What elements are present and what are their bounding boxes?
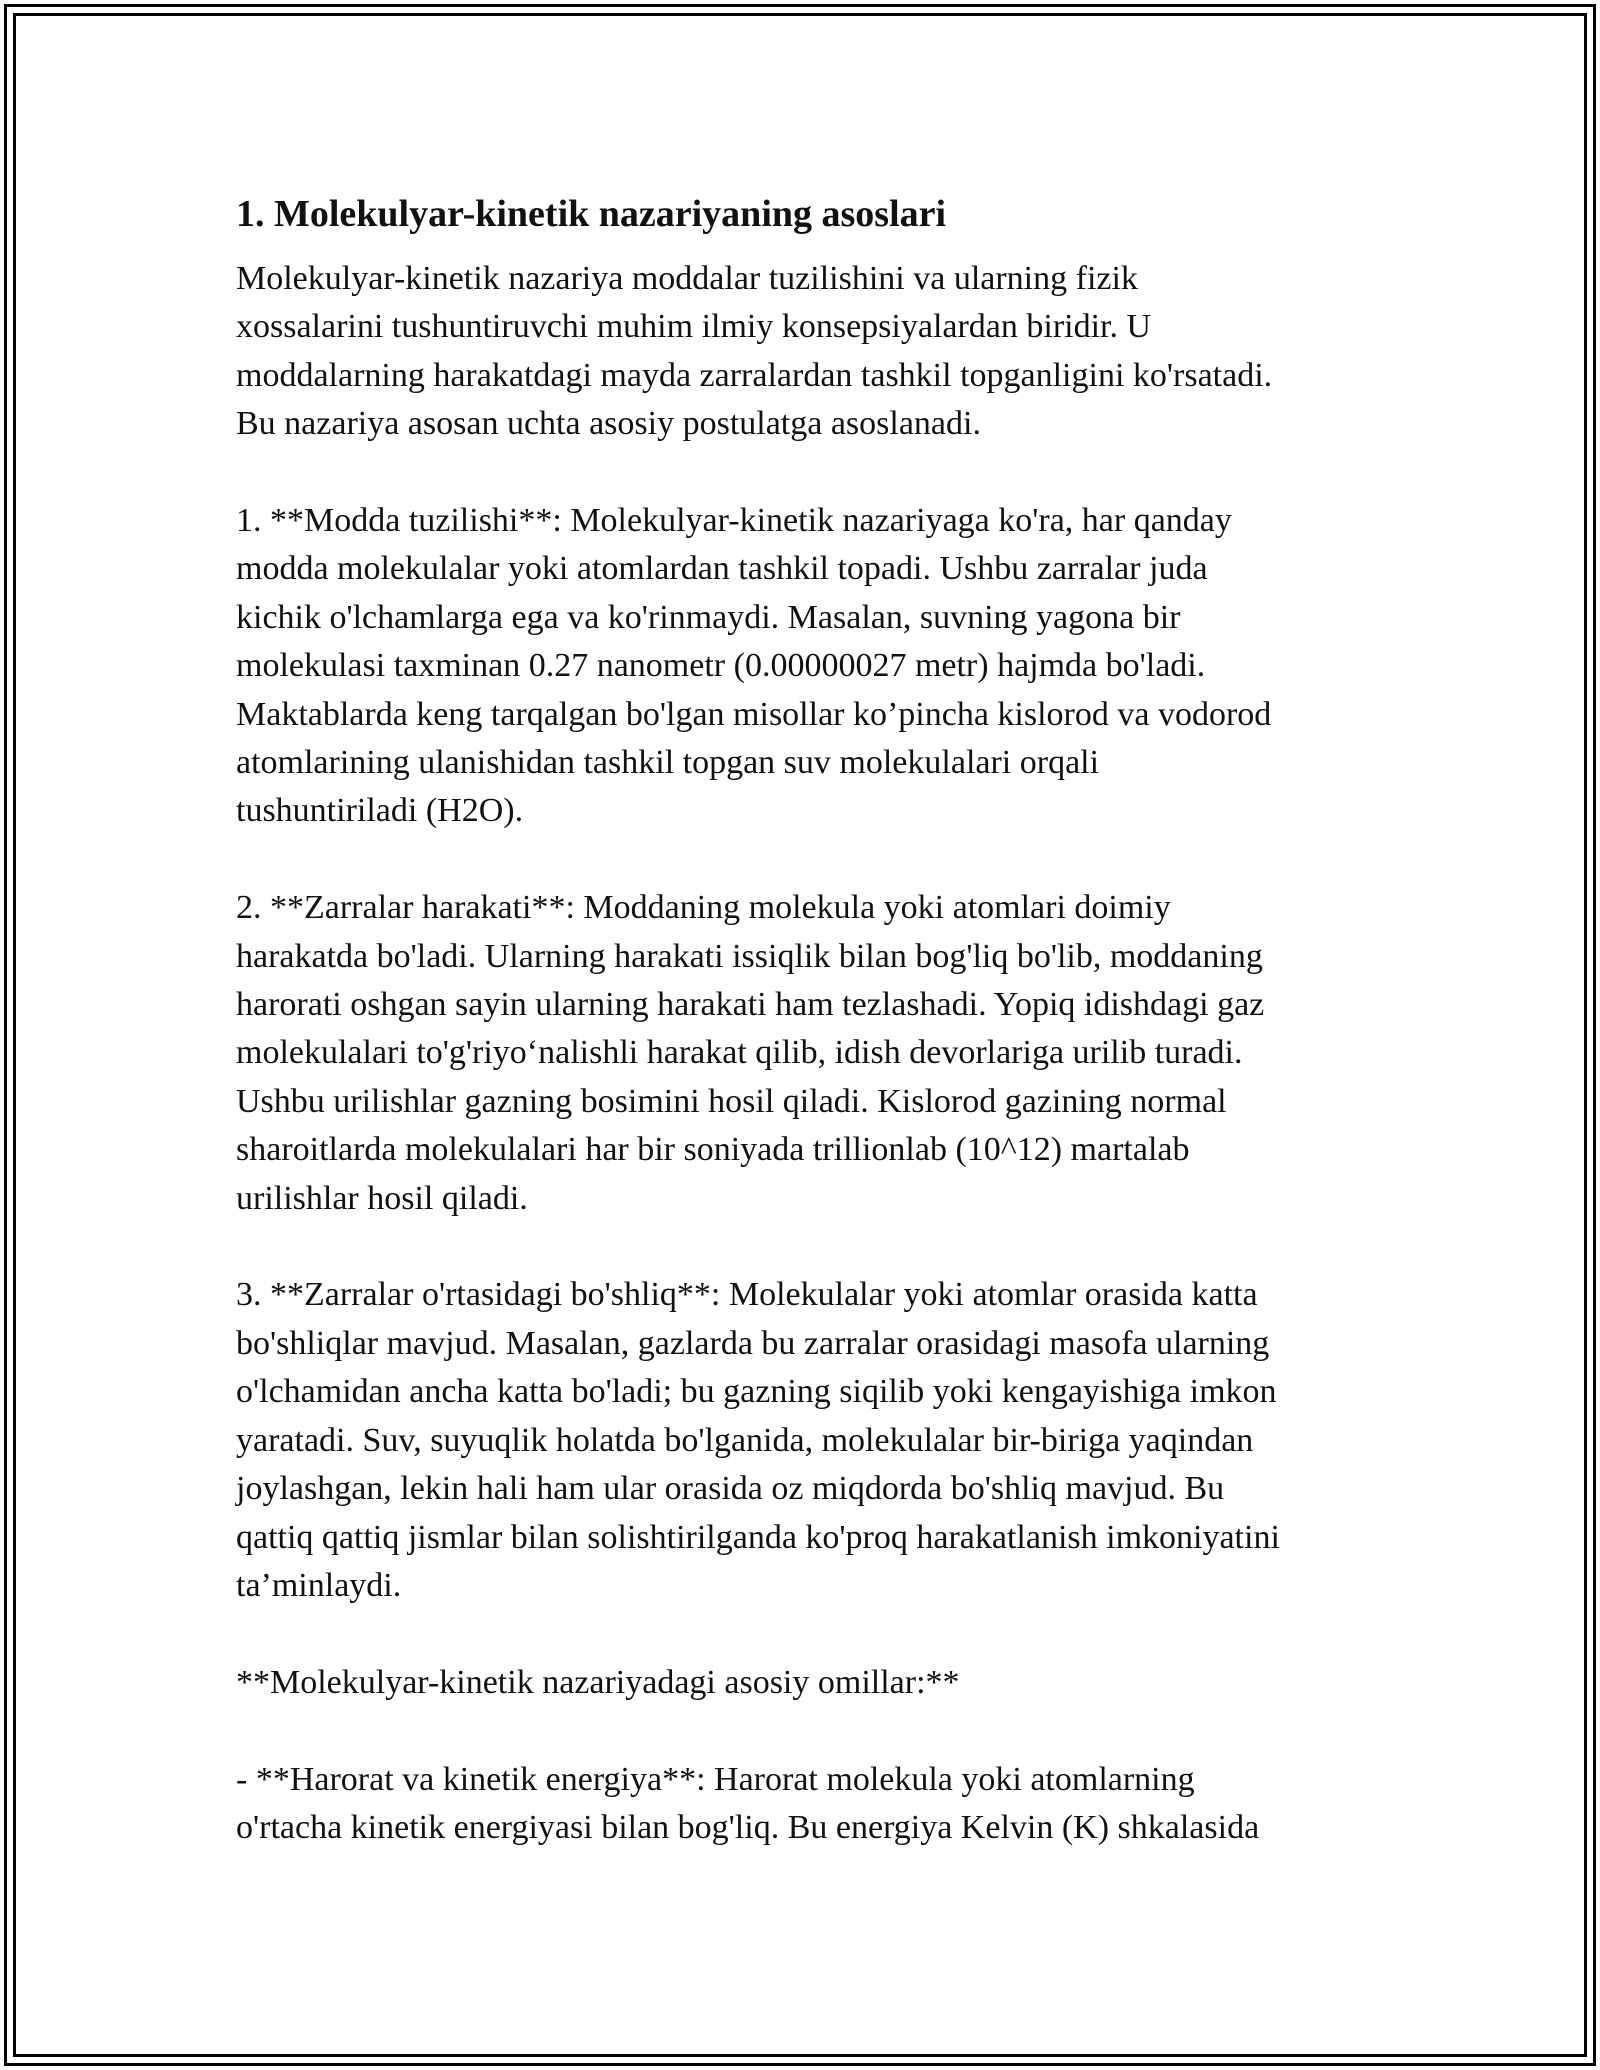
paragraph-spacer (236, 1707, 1376, 1755)
factors-heading: **Molekulyar-kinetik nazariyadagi asosiy omillar:** (236, 1663, 960, 1701)
paragraph-spacer (236, 1610, 1376, 1658)
paragraph-spacer (236, 449, 1376, 497)
paragraph-spacer (236, 1223, 1376, 1271)
section-heading: 1. Molekulyar-kinetik nazariyaning asoslari (236, 193, 947, 235)
intro-paragraph: Molekulyar-kinetik nazariya moddalar tuzilishini va ularning fizik xossalarini tushuntiruvchi muhim ilmiy konsepsiyalardan biridir. U moddalarning harakatdagi mayda zarralardan tashkil topganligini ko'rsatadi. Bu nazariya asosan uchta asosiy postulatga asoslanadi. (236, 260, 1273, 443)
list-item-zarralar-boshliq: 3. **Zarralar o'rtasidagi bo'shliq**: Molekulalar yoki atomlar orasida katta bo'shliqlar mavjud. Masalan, gazlarda bu zarralar orasidagi masofa ularning o'lchamidan ancha katta bo'ladi; bu gazning siqilib yoki kengayishiga imkon yaratadi. Suv, suyuqlik holatda bo'lganida, molekulalar bir-biriga yaqindan joylashgan, lekin hali ham ular orasida oz miqdorda bo'shliq mavjud. Bu qattiq qattiq jismlar bilan solishtirilganda ko'proq harakatlanish imkoniyatini ta’minlaydi. (236, 1276, 1280, 1604)
document-body (236, 185, 1376, 1852)
list-item-zarralar-harakati: 2. **Zarralar harakati**: Moddaning molekula yoki atomlari doimiy harakatda bo'ladi. Ularning harakati issiqlik bilan bog'liq bo'lib, moddaning harorati oshgan sayin ularning harakati ham tezlashadi. Yopiq idishdagi gaz molekulalari to'g'riyo‘nalishli harakat qilib, idish devorlariga urilib turadi. Ushbu urilishlar gazning bosimini hosil qiladi. Kislorod gazining normal sharoitlarda molekulalari har bir soniyada trillionlab (10^12) martalab urilishlar hosil qiladi. (236, 889, 1265, 1217)
paragraph-spacer (236, 836, 1376, 884)
bullet-harorat-kinetik-energiya: - **Harorat va kinetik energiya**: Harorat molekula yoki atomlarning o'rtacha kinetik energiyasi bilan bog'liq. Bu energiya Kelvin (K) shkalasida (236, 1760, 1260, 1846)
list-item-modda-tuzilishi: 1. **Modda tuzilishi**: Molekulyar-kinetik nazariyaga ko'ra, har qanday modda molekulalar yoki atomlardan tashkil topadi. Ushbu zarralar juda kichik o'lchamlarga ega va ko'rinmaydi. Masalan, suvning yagona bir molekulasi taxminan 0.27 nanometr (0.00000027 metr) hajmda bo'ladi. Maktablarda keng tarqalgan bo'lgan misollar ko’pincha kislorod va vodorod atomlarining ulanishidan tashkil topgan suv molekulalari orqali tushuntiriladi (H2O). (236, 502, 1272, 830)
